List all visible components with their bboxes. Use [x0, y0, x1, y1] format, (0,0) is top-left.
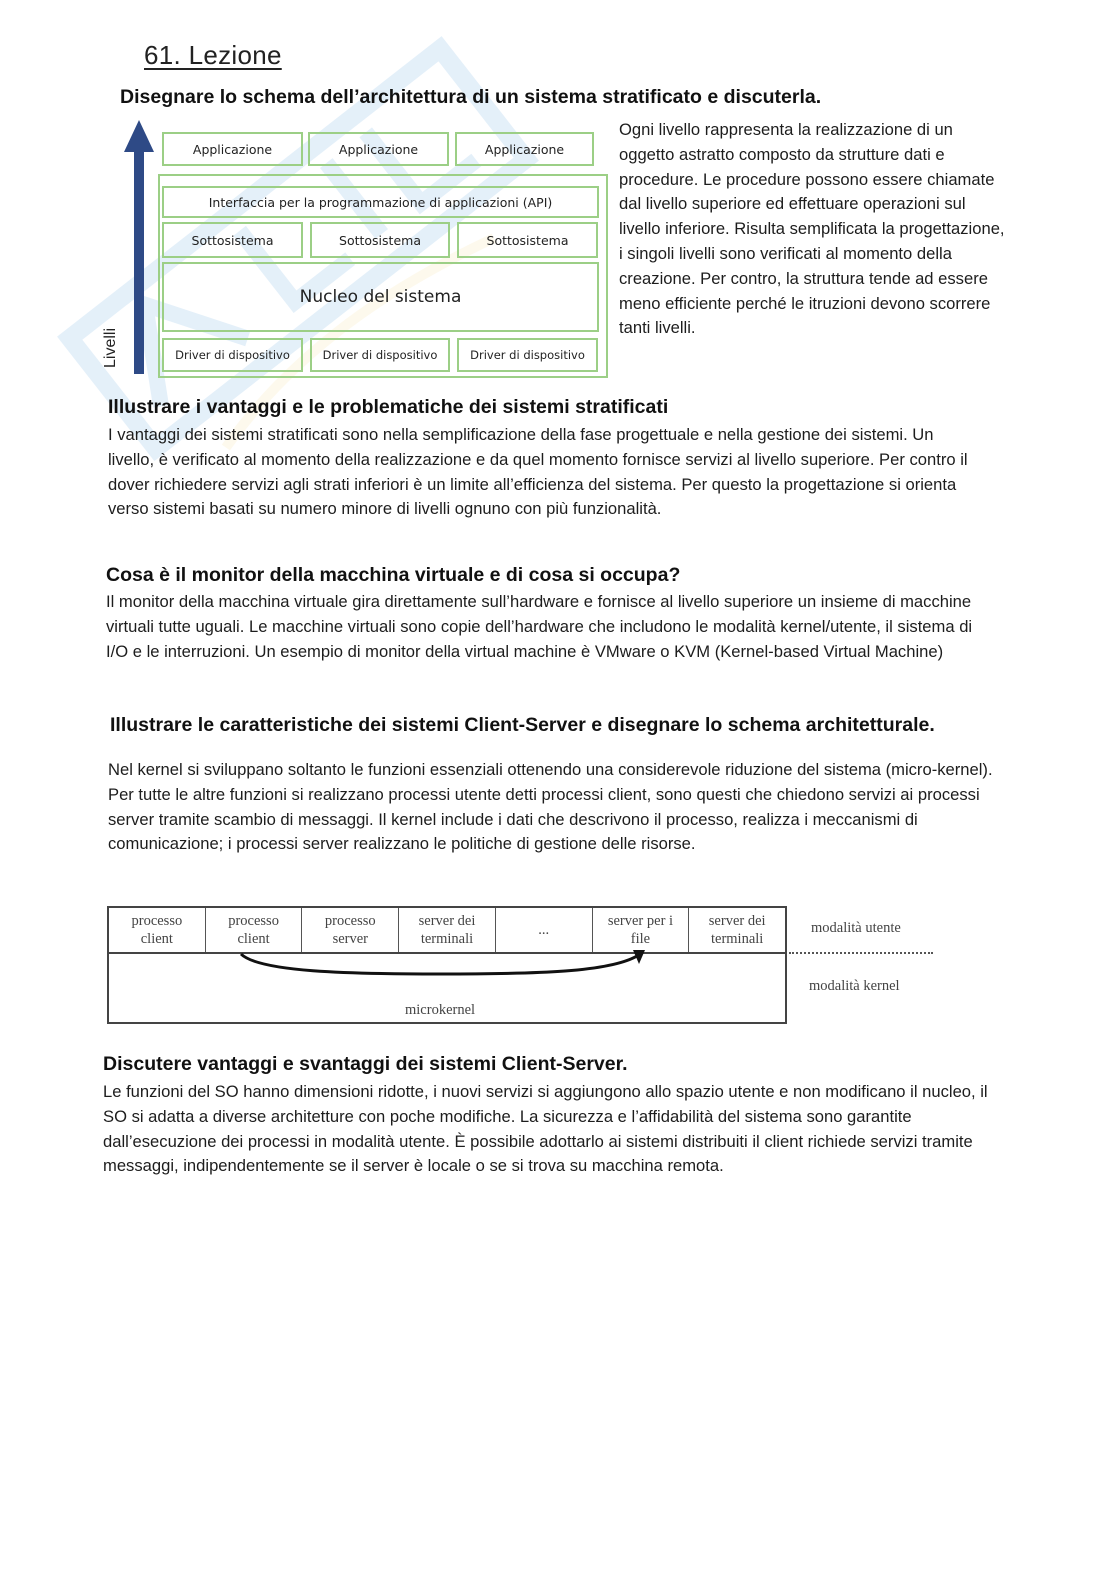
process-cell: server dei terminali	[708, 913, 766, 947]
process-cell: server dei terminali	[399, 908, 496, 952]
client-server-diagram	[107, 906, 937, 1026]
driver-box-3: Driver di dispositivo	[457, 338, 598, 372]
microkernel-box	[107, 952, 787, 1024]
section-1-body: Ogni livello rappresenta la realizzazione di un oggetto astratto composto da strutture dati e procedure. Le procedure possono essere chiamate dal livello superiore ed effettuare operazioni sul livello inferiore. Risulta semplificata la progettazione, i singoli livelli sono verificati al momento della creazione. Per contro, la struttura tende ad essere meno efficiente perché le itruzioni devono scorrere tanti livelli.	[619, 120, 1005, 338]
section-2-title: Illustrare i vantaggi e le problematiche dei sistemi stratificati	[108, 396, 669, 418]
driver-box-1: Driver di dispositivo	[162, 338, 303, 372]
mode-separator	[789, 952, 933, 954]
section-2-body: I vantaggi dei sistemi stratificati sono nella semplificazione della fase progettuale e nella gestione dei sistemi. Un livello, è verificato al momento della realizzazione e da quel momento fornisce servizi al livello superiore. Per contro il dover richiedere servizi agli strati inferiori è un limite all’efficienza del sistema. Per questo la progettazione si orienta verso sistemi basati su numero minore di livelli ognuno con più funzionalità.	[108, 425, 968, 519]
process-cell: processo server	[302, 908, 399, 952]
process-cell: ...	[496, 908, 593, 952]
section-5-title: Discutere vantaggi e svantaggi dei sistemi Client-Server.	[103, 1053, 628, 1075]
levels-axis-label: Livelli	[102, 327, 119, 368]
subsystem-box-2: Sottosistema	[310, 222, 450, 258]
section-3-body: Il monitor della macchina virtuale gira direttamente sull’hardware e fornisce al livello superiore un insieme di macchine virtuali tutte uguali. Le macchine virtuali sono copie dell’hardware che includono le modalità kernel/utente, il sistema di I/O e le interruzioni. Un esempio di monitor della virtual machine è VMware o KVM (Kernel-based Virtual Machine)	[106, 592, 973, 661]
process-cell: processo client	[109, 908, 206, 952]
application-box-1: Applicazione	[162, 132, 303, 166]
api-box: Interfaccia per la programmazione di applicazioni (API)	[162, 186, 599, 218]
section-3-title: Cosa è il monitor della macchina virtuale e di cosa si occupa?	[106, 564, 681, 586]
microkernel-label: microkernel	[405, 1002, 476, 1018]
section-5-body: Le funzioni del SO hanno dimensioni ridotte, i nuovi servizi si aggiungono allo spazio utente e non modificano il nucleo, il SO si adatta a diverse architetture con poche modifiche. La sicurezza e l’affidabilità del sistema sono garantite dall’esecuzione dei processi in modalità utente. È possibile adottarlo ai sistemi distribuiti il client richiede servizi tramite messaggi, indipendentemente se il server è locale o se si trova su macchina remota.	[103, 1082, 988, 1176]
section-1-title: Disegnare lo schema dell’architettura di un sistema stratificato e discuterla.	[120, 86, 822, 108]
user-process-row	[107, 906, 787, 954]
process-cell: server per i file	[593, 908, 690, 952]
lesson-title: 61. Lezione	[144, 40, 282, 70]
section-4-title: Illustrare le caratteristiche dei sistemi Client-Server e disegnare lo schema architetturale.	[110, 714, 935, 736]
layered-architecture-diagram	[102, 118, 610, 380]
subsystem-box-3: Sottosistema	[457, 222, 598, 258]
process-cell: processo client	[206, 908, 303, 952]
section-4-body: Nel kernel si sviluppano soltanto le funzioni essenziali ottenendo una considerevole riduzione del sistema (micro-kernel). Per tutte le altre funzioni si realizzano processi utente detti processi client, sono questi che chiedono servizi ai processi server tramite scambio di messaggi. Il kernel include i dati che descrivono il processo, realizza i meccanismi di comunicazione; i processi server realizzano le politiche di gestione delle risorse.	[108, 760, 993, 854]
subsystem-box-1: Sottosistema	[162, 222, 303, 258]
user-mode-label: modalità utente	[811, 920, 901, 936]
message-arrow-icon	[229, 948, 649, 984]
driver-box-2: Driver di dispositivo	[310, 338, 450, 372]
application-box-2: Applicazione	[308, 132, 449, 166]
kernel-mode-label: modalità kernel	[809, 978, 900, 994]
kernel-box: Nucleo del sistema	[162, 262, 599, 332]
application-box-3: Applicazione	[455, 132, 594, 166]
